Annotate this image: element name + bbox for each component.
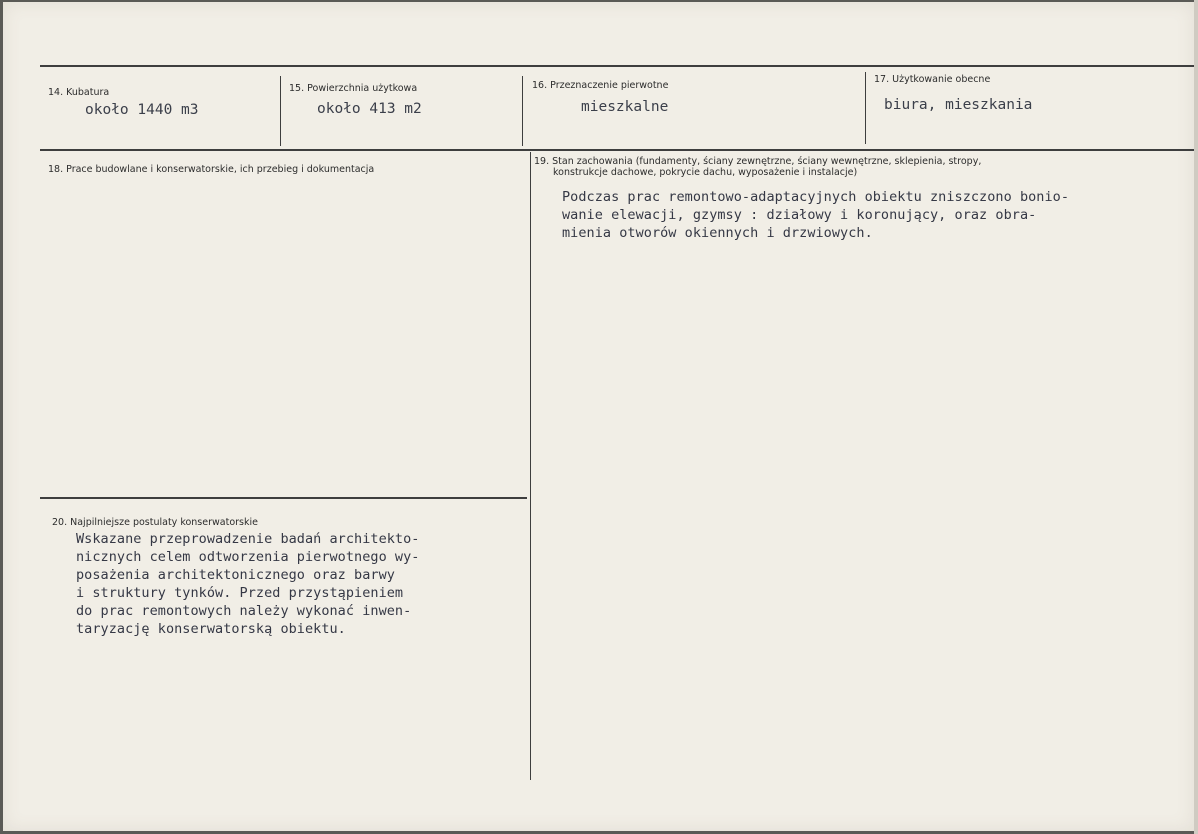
form-rule-section-20 — [40, 497, 527, 499]
field-20-text-line: taryzację konserwatorską obiektu. — [76, 621, 346, 637]
field-20-text-line: do prac remontowych należy wykonać inwen- — [76, 603, 412, 619]
field-20-label: 20. Najpilniejsze postulaty konserwatorskie — [52, 517, 258, 528]
scan-edge — [1194, 0, 1198, 834]
field-18-label: 18. Prace budowlane i konserwatorskie, ich przebieg i dokumentacja — [48, 164, 375, 175]
field-16-label: 16. Przeznaczenie pierwotne — [532, 80, 669, 91]
field-17-label: 17. Użytkowanie obecne — [874, 74, 991, 85]
field-19-text-line: Podczas prac remontowo-adaptacyjnych obiektu zniszczono bonio- — [562, 189, 1070, 205]
field-19-text — [562, 188, 1069, 242]
form-rule-top — [40, 65, 1198, 67]
field-17-value: biura, mieszkania — [884, 97, 1033, 113]
form-rule-divider-3 — [865, 72, 866, 144]
field-19-label-line-2: konstrukcje dachowe, pokrycie dachu, wyposażenie i instalacje) — [553, 167, 858, 178]
form-rule-center-vertical — [530, 152, 531, 780]
field-19-text-line: mienia otworów okiennych i drzwiowych. — [562, 225, 873, 241]
form-rule-middle — [40, 149, 1198, 151]
form-rule-divider-2 — [522, 76, 523, 146]
field-20-text-line: i struktury tynków. Przed przystąpieniem — [76, 585, 404, 601]
field-20-text — [76, 530, 419, 638]
field-15-label: 15. Powierzchnia użytkowa — [289, 83, 418, 94]
field-19-text-line: wanie elewacji, gzymsy : działowy i koronujący, oraz obra- — [562, 207, 1037, 223]
field-16-value: mieszkalne — [581, 99, 669, 115]
field-20-text-line: posażenia architektonicznego oraz barwy — [76, 567, 395, 583]
field-14-value: około 1440 m3 — [85, 102, 199, 118]
field-20-text-line: Wskazane przeprowadzenie badań architekto- — [76, 531, 420, 547]
field-19-label-line-1: 19. Stan zachowania (fundamenty, ściany zewnętrzne, ściany wewnętrzne, sklepienia, stropy, — [534, 156, 982, 167]
field-20-text-line: nicznych celem odtworzenia pierwotnego wy- — [76, 549, 420, 565]
record-card — [3, 2, 1194, 831]
field-15-value: około 413 m2 — [317, 101, 422, 117]
field-14-label: 14. Kubatura — [48, 87, 110, 98]
form-rule-divider-1 — [280, 76, 281, 146]
